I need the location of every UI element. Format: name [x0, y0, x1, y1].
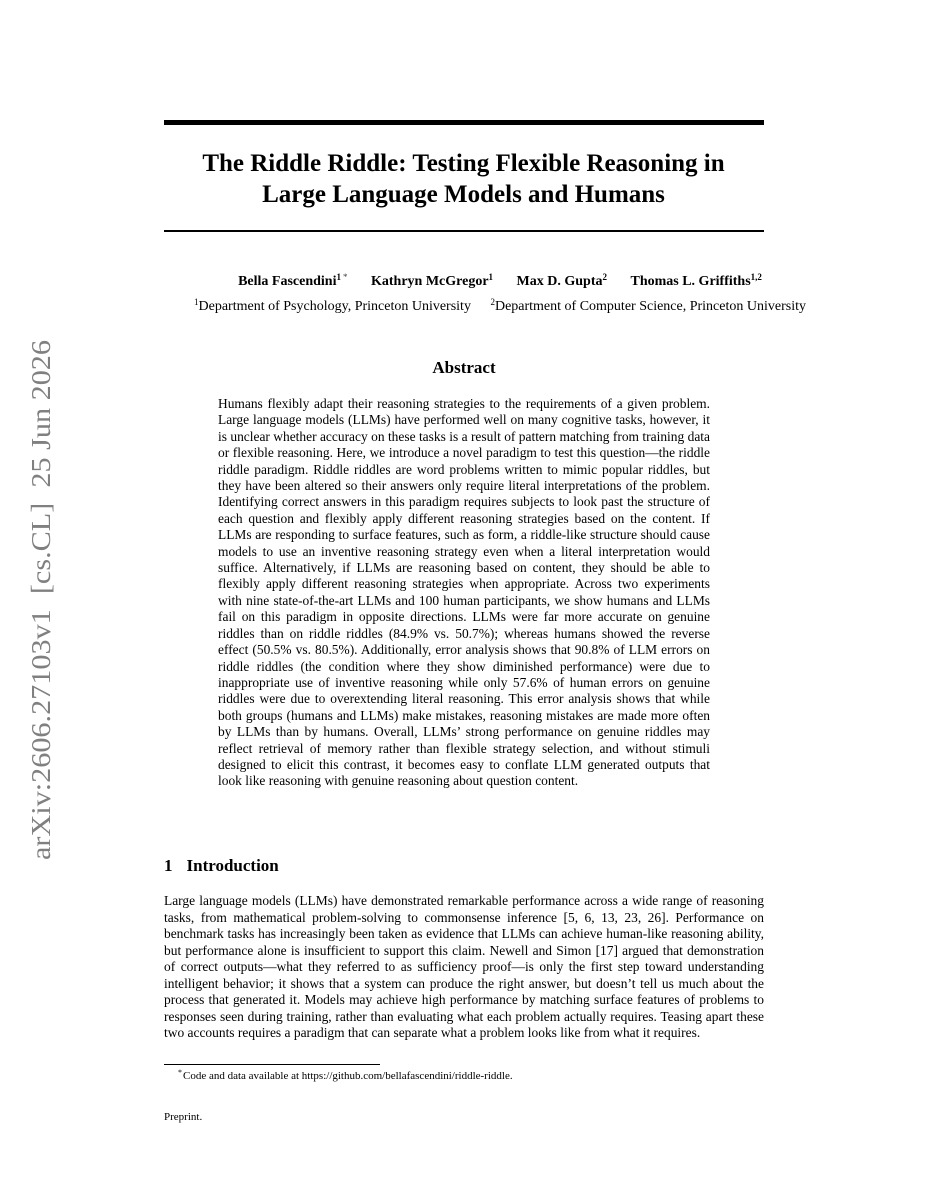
author-name: Max D. Gupta [516, 274, 603, 289]
author-affiliation-mark: 1 [488, 272, 494, 282]
preprint-label: Preprint. [164, 1111, 203, 1123]
author-affiliation-mark: 1,2 [750, 272, 762, 282]
affiliation [490, 299, 806, 314]
affiliation-list [150, 299, 850, 315]
title-top-rule [164, 120, 764, 125]
title-line: Large Language Models and Humans [262, 181, 665, 208]
title-bottom-rule [164, 230, 764, 232]
section-number: 1 [164, 856, 173, 875]
author [371, 274, 493, 289]
author-name: Bella Fascendini [238, 274, 337, 289]
arxiv-identifier-svg [18, 340, 58, 860]
author [238, 274, 347, 289]
title-line: The Riddle Riddle: Testing Flexible Reasoning in [202, 150, 725, 177]
author [630, 274, 761, 289]
author-name: Thomas L. Griffiths [630, 274, 751, 289]
affiliation-text: Department of Computer Science, Princeton University [494, 299, 806, 314]
abstract-body: Humans flexibly adapt their reasoning strategies to the requirements of a given problem. Large language models (LLMs) have performed well on many cognitive tasks, however, it is unclear whether accuracy on these tasks is a result of pattern matching from training data or flexible reasoning. Here, we introduce a novel paradigm to test this question—the riddle riddle paradigm. Riddle riddles are word problems written to mimic popular riddles, but they have been altered so their answers only require literal interpretations of the problem. Identifying correct answers in this paradigm requires subjects to look past the structure of each question and flexibly apply different reasoning strategies based on the content. If LLMs are responding to surface features, such as form, a riddle-like structure should cause models to use an inventive reasoning strategy even when a literal interpretation would suffice. Alternatively, if LLMs are reasoning based on content, they should be able to flexibly apply different reasoning strategies when appropriate. Across two experiments with nine state-of-the-art LLMs and 100 human participants, we show humans and LLMs fail on this paradigm in opposite directions. LLMs were far more accurate on genuine riddles than on riddle riddles (84.9% vs. 50.7%); whereas humans showed the reverse effect (50.5% vs. 80.5%). Additionally, error analysis shows that 90.8% of LLM errors on riddle riddles (the condition where they show diminished performance) were due to inappropriate use of inventive reasoning while only 57.6% of human errors on genuine riddles were due to overextending literal reasoning. This error analysis shows that while both groups (humans and LLMs) make mistakes, reasoning mistakes are made more often by LLMs than by humans. Overall, LLMs’ strong performance on genuine riddles may reflect retrieval of memory rather than flexible strategy selection, and without stimuli designed to elicit this contrast, it becomes easy to conflate LLM generated outputs that look like reasoning with genuine reasoning about question content. [218, 396, 710, 789]
section-heading [164, 856, 279, 876]
author-name: Kathryn McGregor [370, 274, 489, 289]
author-affiliation-mark: 1 [336, 272, 341, 282]
footnote-text: Code and data available at https://github.com/bellafascendini/riddle-riddle. [183, 1070, 513, 1082]
author-list [150, 272, 850, 290]
footnote [178, 1070, 513, 1082]
affiliation-mark: 2 [490, 297, 495, 307]
introduction-body: Large language models (LLMs) have demonstrated remarkable performance across a wide range of reasoning tasks, from mathematical problem-solving to commonsense inference [5, 6, 13, 23, 26]. Performance on benchmark tasks has increasingly been taken as evidence that LLMs can achieve human-like reasoning ability, but performance alone is insufficient to support this claim. Newell and Simon [17] argued that demonstration of correct outputs—what they referred to as sufficiency proof—is only the first step toward understanding intelligent behavior; it shows that a system can produce the right answer, but doesn’t tell us much about the process that generated it. Models may achieve high performance by matching surface features of problems to responses seen during training, rather than evaluating what each problem actually requires. Teasing apart these two accounts requires a paradigm that can separate what a problem looks like from what it requires. [164, 893, 764, 1040]
section-title: Introduction [186, 856, 279, 875]
footnote-rule [164, 1064, 380, 1065]
author-footnote-mark: * [342, 272, 348, 282]
affiliation-mark: 1 [194, 297, 199, 307]
arxiv-identifier [18, 340, 58, 860]
affiliation-text: Department of Psychology, Princeton University [198, 299, 471, 314]
footnote-mark: * [178, 1068, 182, 1077]
arxiv-identifier-text: arXiv:2606.27103v1 [cs.CL] 25 Jun 2026 [26, 395, 56, 860]
abstract-heading: Abstract [432, 358, 496, 377]
affiliation [194, 299, 471, 314]
author-affiliation-mark: 2 [602, 272, 607, 282]
author [517, 274, 607, 289]
paper-title [140, 148, 787, 210]
